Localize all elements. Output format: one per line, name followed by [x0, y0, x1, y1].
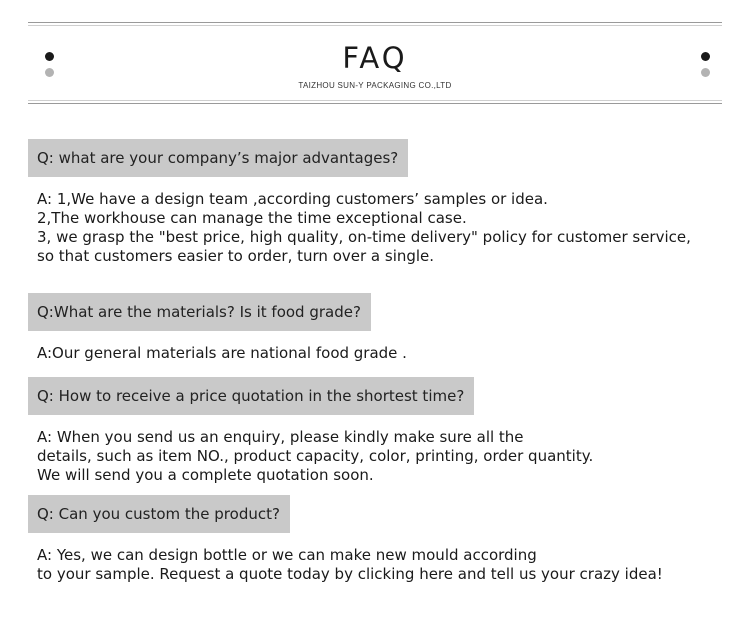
dot-icon — [701, 52, 710, 61]
answer-line: A: 1,We have a design team ,according customers’ samples or idea. — [37, 190, 548, 208]
answer-line: so that customers easier to order, turn over a single. — [37, 247, 435, 265]
faq-question: Q: what are your company’s major advantages? — [28, 139, 408, 177]
faq-question: Q: Can you custom the product? — [28, 495, 290, 533]
faq-answer — [37, 546, 744, 584]
faq-item — [28, 495, 744, 589]
answer-line: A: When you send us an enquiry, please kindly make sure all the — [37, 428, 524, 446]
faq-header — [28, 22, 722, 106]
faq-answer — [37, 344, 744, 363]
faq-item — [28, 377, 744, 495]
faq-list — [28, 139, 744, 589]
answer-line: 3, we grasp the "best price, high quality, on-time delivery" policy for customer service, — [37, 228, 691, 246]
answer-line: We will send you a complete quotation soon. — [37, 466, 374, 484]
header-top-rule-inner — [28, 25, 722, 26]
answer-line: A:Our general materials are national food grade . — [37, 344, 407, 362]
faq-question: Q:What are the materials? Is it food grade? — [28, 293, 371, 331]
dot-icon — [701, 68, 710, 77]
header-bottom-rule — [28, 103, 722, 104]
answer-line: 2,The workhouse can manage the time exceptional case. — [37, 209, 467, 227]
page-title: FAQ — [342, 41, 408, 75]
company-name: TAIZHOU SUN-Y PACKAGING CO.,LTD — [298, 81, 452, 90]
answer-line: A: Yes, we can design bottle or we can make new mould according — [37, 546, 537, 564]
right-dots-ornament — [701, 52, 711, 84]
faq-item — [28, 139, 744, 293]
faq-answer — [37, 190, 744, 266]
answer-line: details, such as item NO., product capacity, color, printing, order quantity. — [37, 447, 594, 465]
header-top-rule — [28, 22, 722, 23]
answer-line: to your sample. Request a quote today by clicking here and tell us your crazy idea! — [37, 565, 663, 583]
faq-item — [28, 293, 744, 377]
faq-answer — [37, 428, 744, 485]
header-bottom-rule-inner — [28, 100, 722, 101]
faq-question: Q: How to receive a price quotation in the shortest time? — [28, 377, 474, 415]
